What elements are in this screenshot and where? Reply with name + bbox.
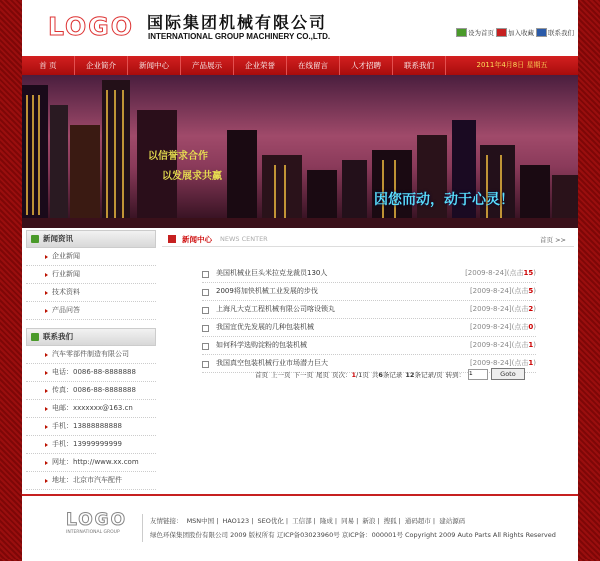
friend-link[interactable]: 通码超市 <box>404 517 431 525</box>
bullet-icon <box>202 361 209 368</box>
record-count: 共6条记录 <box>371 370 403 379</box>
footer <box>22 494 578 561</box>
friend-link[interactable]: 搜狐 <box>383 517 397 525</box>
company-name-en: INTERNATIONAL GROUP MACHINERY CO.,LTD. <box>148 32 331 41</box>
nav-guestbook[interactable]: 在线留言 <box>287 56 340 75</box>
section-icon <box>31 333 39 341</box>
banner <box>22 75 578 228</box>
news-center-title: 新闻中心 <box>182 235 212 244</box>
news-icon <box>168 235 176 243</box>
friend-links: 友情链接： MSN中国 | HAO123 | SEO优化 | 工信部 | 隆成 | 同易 | 新浪 | 搜狐 | 通码超市 | 建站源码 <box>150 517 466 525</box>
news-center-header <box>162 232 574 247</box>
news-row[interactable]: 上海凡大克工程机械有限公司喀设锁丸 [2009-8-24](点击2) <box>202 301 536 319</box>
company-name-cn: 国际集团机械有限公司 <box>147 13 328 32</box>
main-nav <box>22 56 578 75</box>
contact-email[interactable]: 电邮：xxxxxxx@163.cn <box>26 400 156 418</box>
news-category-list <box>26 248 156 320</box>
sidebar-item-product-faq[interactable]: 产品问答 <box>26 302 156 320</box>
contact-phone: 电话：0086-88-8888888 <box>26 364 156 382</box>
prev-page-link[interactable]: 上一页 <box>271 370 291 379</box>
sidebar-item-industry-news[interactable]: 行业新闻 <box>26 266 156 284</box>
breadcrumb-home-link[interactable]: 首页 >> <box>540 236 566 244</box>
site-logo[interactable]: LOGO <box>48 12 135 41</box>
nav-about[interactable]: 企业简介 <box>75 56 128 75</box>
friend-link[interactable]: SEO优化 <box>257 517 284 525</box>
nav-date: 2011年4月8日 星期五 <box>476 61 548 69</box>
friend-links-label: 友情链接： <box>150 517 183 525</box>
quick-links <box>456 28 574 37</box>
friend-link[interactable]: MSN中国 <box>186 517 215 525</box>
contact-fax: 传真：0086-88-8888888 <box>26 382 156 400</box>
news-list <box>202 265 536 373</box>
banner-slogan-3: 因您而动，动于心灵！ <box>374 192 514 208</box>
nav-news[interactable]: 新闻中心 <box>128 56 181 75</box>
copyright: 绿色环保集团股份有限公司 2009 版权所有 辽ICP备03023960号 京ICP备：000001号 Copyright 2009 Auto Parts All Rights Reserved <box>150 531 556 539</box>
sidebar <box>26 230 156 490</box>
contact-us-link[interactable]: 联系我们 <box>536 28 574 37</box>
contact-mobile-1: 手机：13888888888 <box>26 418 156 436</box>
friend-link[interactable]: 建站源码 <box>439 517 466 525</box>
jump-label: 转到： <box>445 370 466 379</box>
nav-home[interactable]: 首 页 <box>22 56 75 75</box>
friend-link[interactable]: HAO123 <box>222 517 250 525</box>
set-homepage-link[interactable]: 设为首页 <box>456 28 494 37</box>
footer-logo: LOGO INTERNATIONAL GROUP <box>66 510 128 535</box>
sidebar-item-tech-docs[interactable]: 技术资料 <box>26 284 156 302</box>
news-center-title-en: NEWS CENTER <box>220 235 268 243</box>
bookmark-icon <box>496 28 507 37</box>
jump-page-input[interactable] <box>468 369 488 380</box>
friend-link[interactable]: 隆成 <box>319 517 333 525</box>
goto-button[interactable]: Goto <box>491 368 525 380</box>
friend-link[interactable]: 工信部 <box>292 517 312 525</box>
news-row[interactable]: 美国机械业巨头米拉克龙裁员130人 [2009-8-24](点击15) <box>202 265 536 283</box>
home-icon <box>456 28 467 37</box>
add-favorite-link[interactable]: 加入收藏 <box>496 28 534 37</box>
banner-slogan-1: 以信誉求合作 <box>148 151 208 162</box>
first-page-link[interactable]: 首页 <box>255 370 268 379</box>
contact-address: 地址：北京市汽车配件 <box>26 472 156 490</box>
nav-honors[interactable]: 企业荣誉 <box>234 56 287 75</box>
bullet-icon <box>202 343 209 350</box>
section-icon <box>31 235 39 243</box>
next-page-link[interactable]: 下一页 <box>293 370 313 379</box>
banner-slogan-2: 以发展求共赢 <box>162 171 222 182</box>
last-page-link[interactable]: 尾页 <box>316 370 329 379</box>
news-center <box>162 232 574 379</box>
friend-link[interactable]: 新浪 <box>362 517 376 525</box>
bullet-icon <box>202 289 209 296</box>
news-row[interactable]: 我国真空包装机械行业市场潜力巨大 [2009-8-24](点击1) <box>202 355 536 373</box>
contact-website[interactable]: 网址：http://www.xx.com <box>26 454 156 472</box>
nav-jobs[interactable]: 人才招聘 <box>340 56 393 75</box>
news-section-title: 新闻资讯 <box>26 230 156 248</box>
news-row[interactable]: 如何科学选购淀粉的包装机械 [2009-8-24](点击1) <box>202 337 536 355</box>
bullet-icon <box>202 325 209 332</box>
contact-icon <box>536 28 547 37</box>
news-row[interactable]: 我国宜优先发展的几种包装机械 [2009-8-24](点击0) <box>202 319 536 337</box>
nav-contact[interactable]: 联系我们 <box>393 56 446 75</box>
page-info: 页次：1/1页 <box>332 370 369 379</box>
bullet-icon <box>202 271 209 278</box>
nav-products[interactable]: 产品展示 <box>181 56 234 75</box>
contact-list <box>26 346 156 490</box>
contact-company: 汽车零部件制造有限公司 <box>26 346 156 364</box>
header <box>22 0 578 56</box>
sidebar-item-company-news[interactable]: 企业新闻 <box>26 248 156 266</box>
per-page: 12条记录/页 <box>405 370 443 379</box>
contact-section-title: 联系我们 <box>26 328 156 346</box>
footer-divider <box>142 514 143 542</box>
contact-mobile-2: 手机：13999999999 <box>26 436 156 454</box>
news-row[interactable]: 2009将加快机械工业发展的步伐 [2009-8-24](点击5) <box>202 283 536 301</box>
pagination <box>255 368 525 380</box>
friend-link[interactable]: 同易 <box>341 517 355 525</box>
bullet-icon <box>202 307 209 314</box>
page <box>22 0 578 559</box>
